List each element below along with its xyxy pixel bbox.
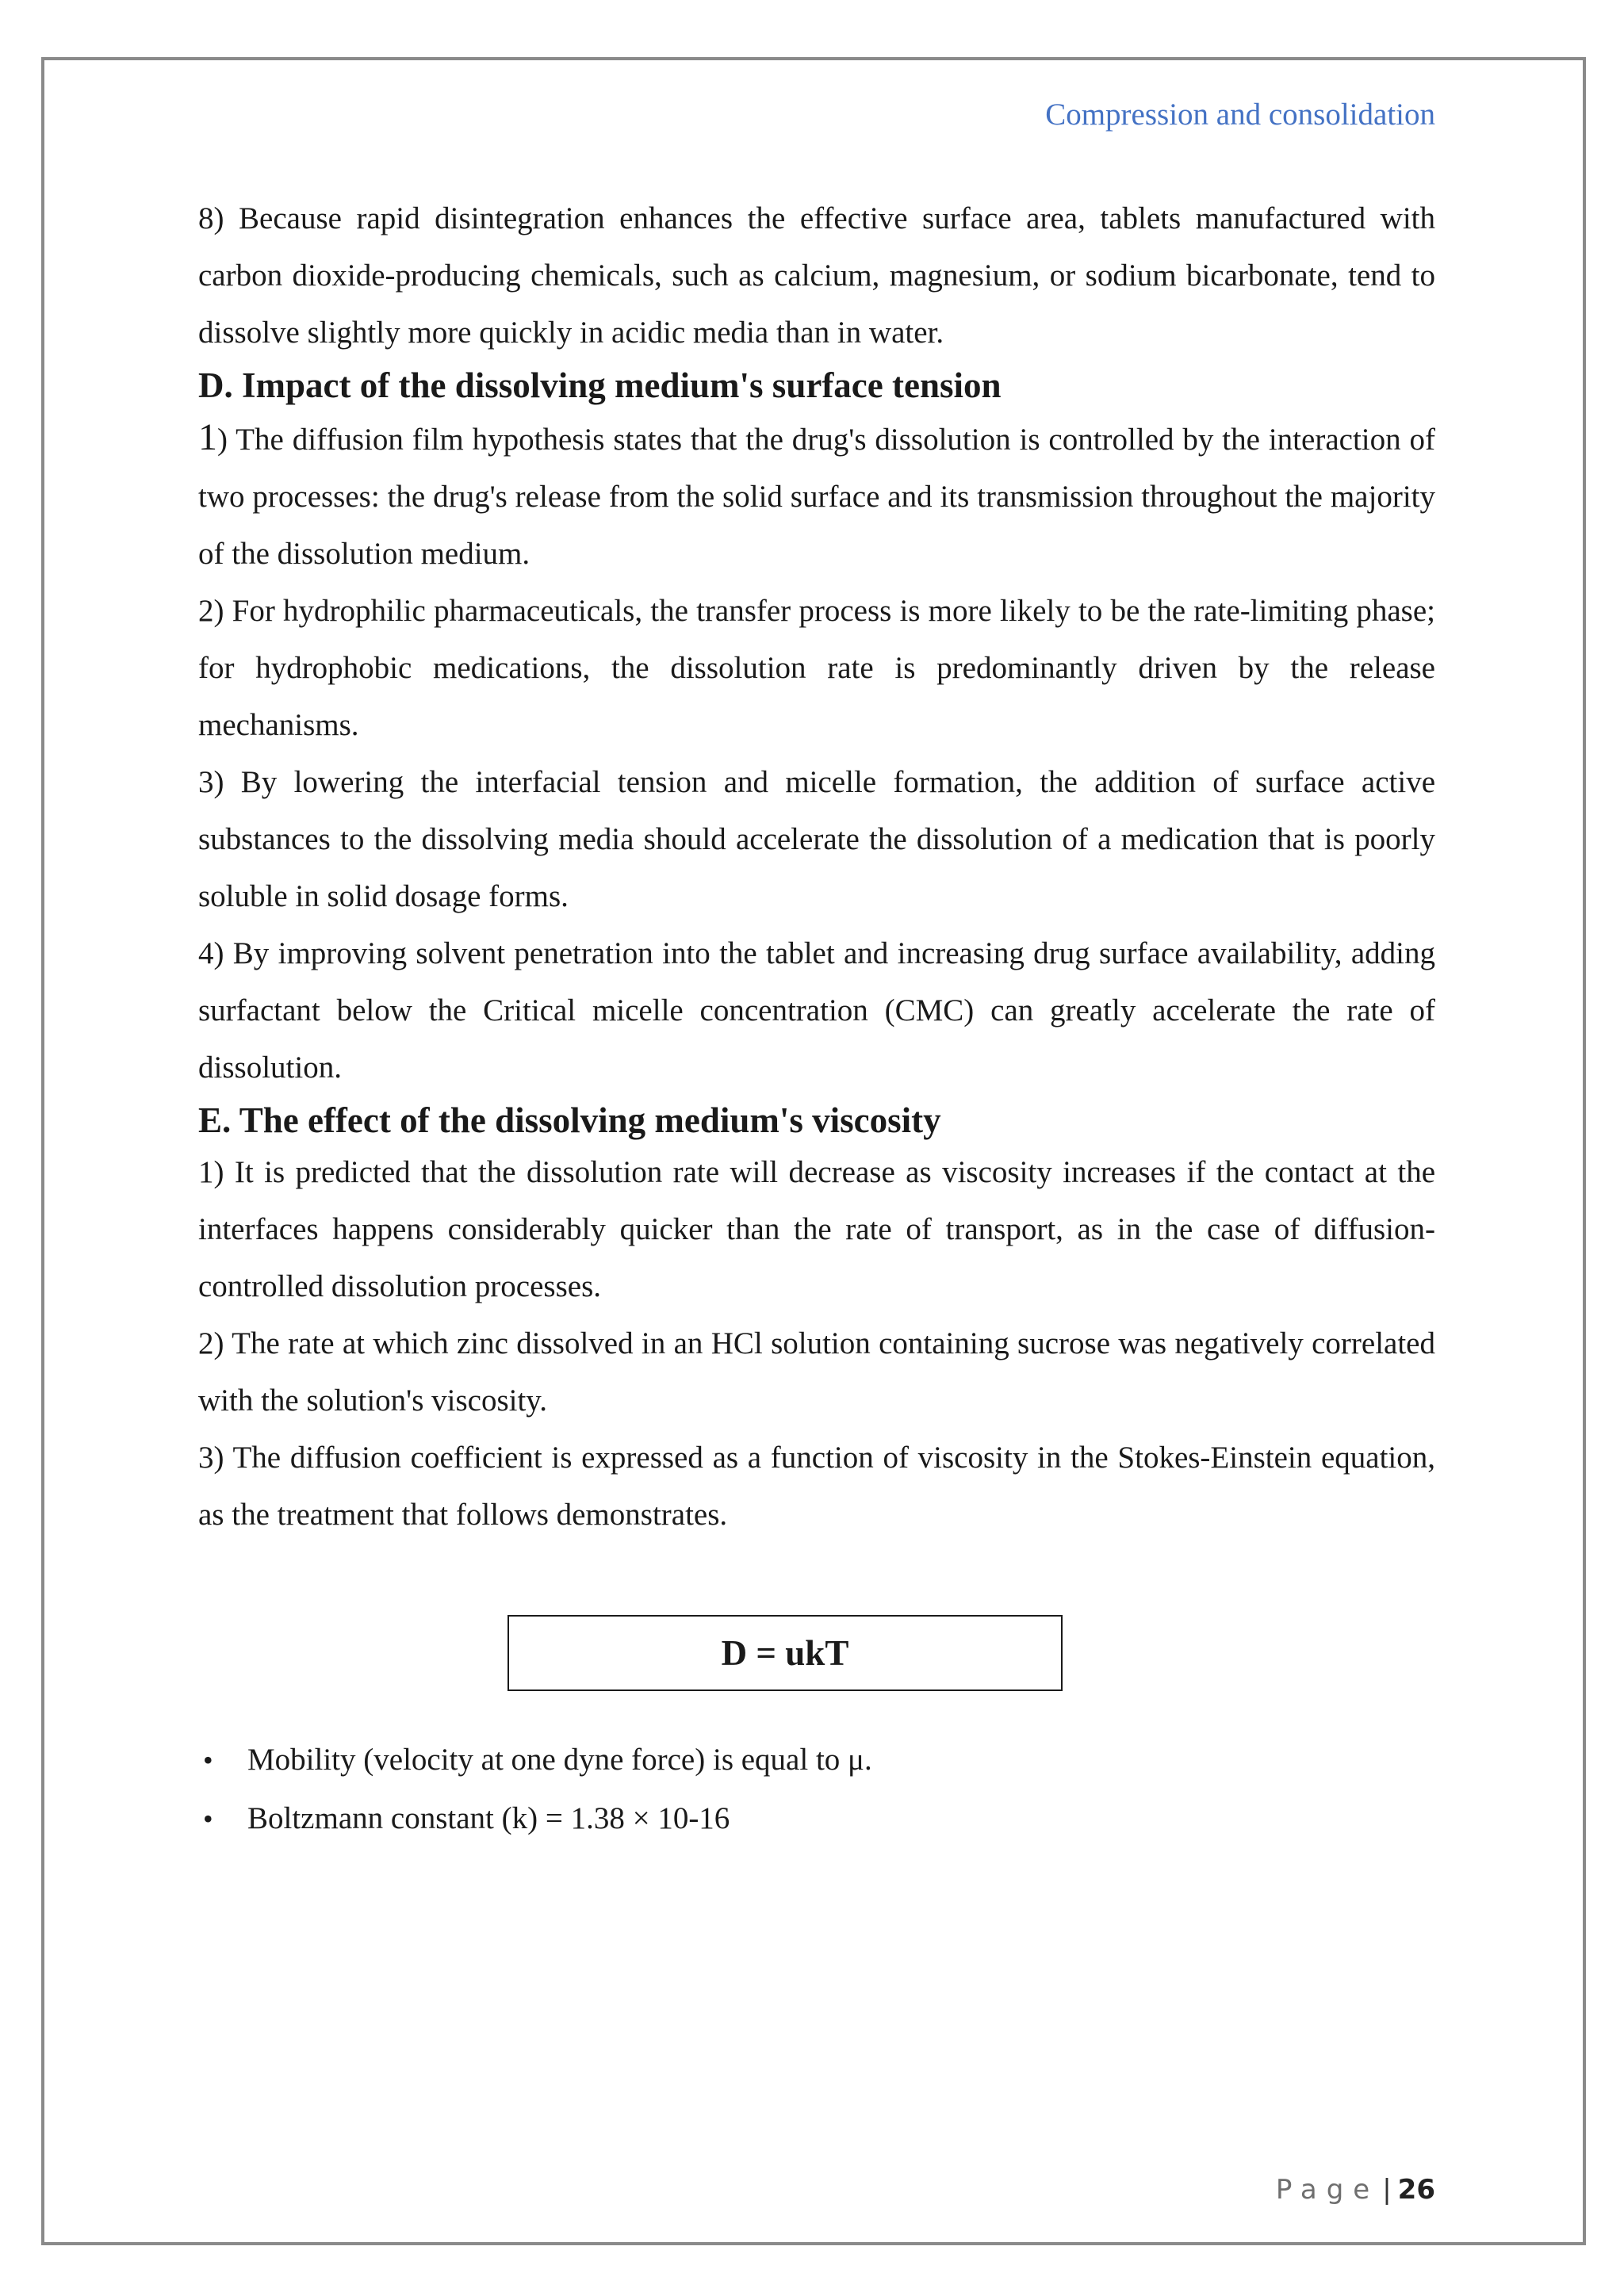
section-d-paragraph-1-number: 1: [198, 416, 217, 458]
section-e-paragraph-1: 1) It is predicted that the dissolution rate will decrease as viscosity increases if the contact at the interfaces happens considerably quicker than the rate of transport, as in the case of diffusion-controlled dissolution processes.: [198, 1155, 1435, 1303]
definition-list: [198, 1731, 1435, 1848]
section-d-paragraph-4: 4) By improving solvent penetration into the tablet and increasing drug surface availability, adding surfactant below the Critical micelle concentration (CMC) can greatly accelerate the rate of dissolution.: [198, 936, 1435, 1085]
section-e-heading: E. The effect of the dissolving medium's viscosity: [198, 1100, 941, 1140]
intro-paragraph-8: 8) Because rapid disintegration enhances the effective surface area, tablets manufactured with carbon dioxide-producing chemicals, such as calcium, magnesium, or sodium bicarbonate, tend to dissolve slightly more quickly in acidic media than in water.: [198, 201, 1435, 350]
section-e-paragraph-3: 3) The diffusion coefficient is expressed as a function of viscosity in the Stokes-Einstein equation, as the treatment that follows demonstrates.: [198, 1441, 1435, 1532]
page-content: [198, 190, 1435, 1848]
list-item-text: Mobility (velocity at one dyne force) is equal to μ.: [247, 1743, 872, 1777]
section-d-heading: D. Impact of the dissolving medium's surface tension: [198, 365, 1002, 405]
list-item: [198, 1731, 1435, 1789]
page-label: Page: [1275, 2174, 1380, 2206]
page-separator: |: [1382, 2174, 1392, 2206]
page-number: 26: [1397, 2174, 1435, 2206]
section-d-paragraph-1: [198, 409, 1435, 583]
section-e-paragraph-2: 2) The rate at which zinc dissolved in an HCl solution containing sucrose was negatively correlated with the solution's viscosity.: [198, 1326, 1435, 1418]
bullet-icon: •: [203, 1803, 213, 1835]
section-d-paragraph-3: 3) By lowering the interfacial tension and micelle formation, the addition of surface active substances to the dissolving media should accelerate the dissolution of a medication that is poorly soluble in solid dosage forms.: [198, 765, 1435, 913]
page-footer: [1276, 2174, 1435, 2206]
section-d-paragraph-1-text: ) The diffusion film hypothesis states that the drug's dissolution is controlled by the interaction of two processes: the drug's release from the solid surface and its transmission throughout the majority of the dissolution medium.: [198, 423, 1435, 571]
bullet-icon: •: [203, 1744, 213, 1776]
section-d-paragraph-2: 2) For hydrophilic pharmaceuticals, the transfer process is more likely to be the rate-limiting phase; for hydrophobic medications, the dissolution rate is predominantly driven by the release mechanisms.: [198, 594, 1435, 742]
list-item-text: Boltzmann constant (k) = 1.38 × 10-16: [247, 1801, 730, 1835]
formula-box: [508, 1615, 1063, 1691]
list-item: [198, 1789, 1435, 1848]
running-header: Compression and consolidation: [1045, 98, 1435, 132]
formula-text: D = ukT: [721, 1633, 849, 1673]
